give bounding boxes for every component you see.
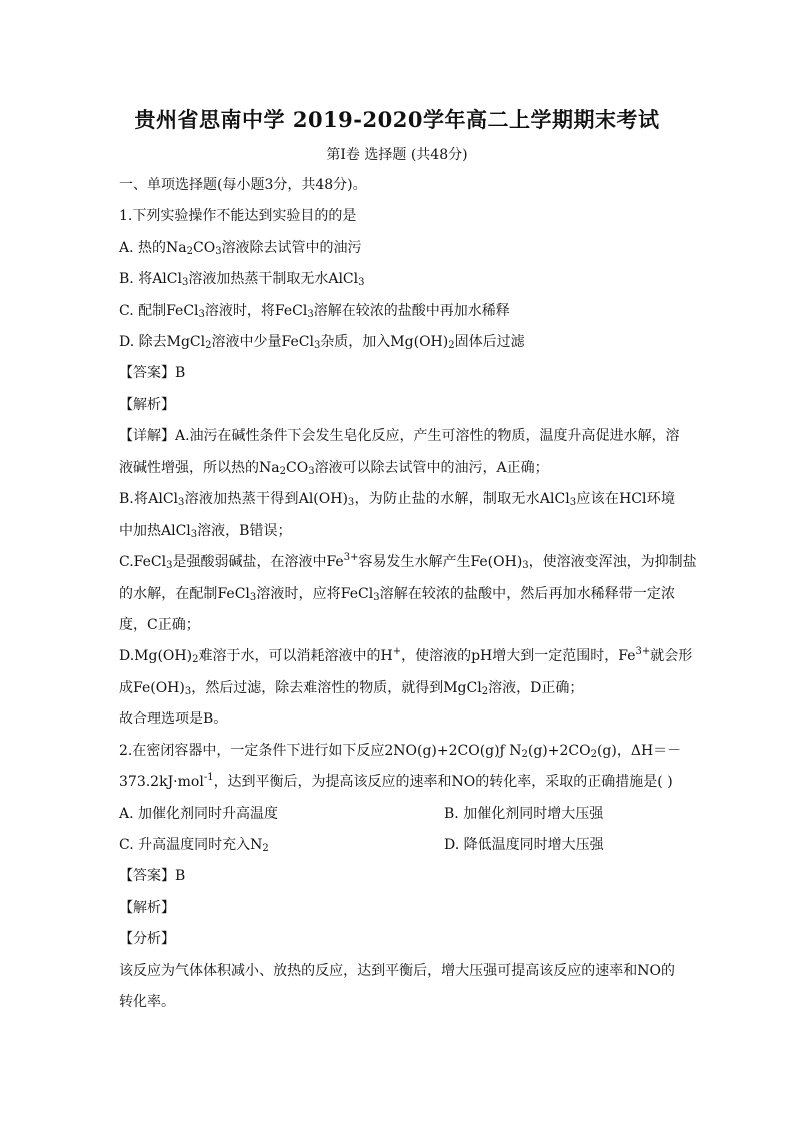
page-subtitle: 第Ⅰ卷 选择题 (共48分) [326,147,468,163]
q2-text-line-2: 转化率。 [119,994,175,1010]
q2-option-d: D. 降低温度同时增大压强 [444,837,604,853]
q1-detail-line-2: 液碱性增强，所以热的$Na_2CO_3$溶液可以除去试管中的油污，A正确； [119,460,549,477]
q2-stem-line-1: 2.在密闭容器中，一定条件下进行如下反应2NO(g)+2CO(g)ƒ $N_2(g)+2CO_2(g)$，ΔH＝－ [119,743,682,760]
q1-detail-line-1: 【详解】A.油污在碱性条件下会发生皂化反应，产生可溶性的物质，温度升高促进水解，溶 [119,428,680,444]
q2-option-c: C. 升高温度同时充入$N_2$ [119,837,269,854]
q2-option-b: B. 加催化剂同时增大压强 [444,806,604,822]
q1-detail-b-line-1: B.将AlCl$_3$溶液加热蒸干得到$Al(OH)_3$，为防止盐的水解，制取无水AlCl$_3$应该在HCl环境 [119,491,676,508]
q1-detail-c-line-3: 度，C正确； [119,617,200,633]
q2-answer: 【答案】B [119,868,186,884]
section-heading: 一、单项选择题(每小题3分，共48分)。 [119,177,367,193]
q1-option-b: B. 将AlCl$_3$溶液加热蒸干制取无水AlCl$_3$ [119,271,365,288]
q1-analysis-label: 【解析】 [119,397,175,413]
q2-text-line-1: 该反应为气体体积减小、放热的反应，达到平衡后，增大压强可提高该反应的速率和NO的 [119,963,675,979]
q1-stem: 1.下列实验操作不能达到实验目的的是 [119,208,357,224]
q1-answer: 【答案】B [119,365,186,381]
q1-detail-c-line-1: C.FeCl$_3$是强酸弱碱盐，在溶液中$Fe^{3+}$容易发生水解产生$Fe(OH)_3$，使溶液变浑浊，为抑制盐 [119,552,697,571]
q1-option-d: D. 除去MgCl$_2$溶液中少量FeCl$_3$杂质，加入$Mg(OH)_2$固体后过滤 [119,334,525,351]
q1-option-a: A. 热的$Na_2CO_3$溶液除去试管中的油污 [119,240,362,257]
q1-detail-b-line-2: 中加热AlCl$_3$溶液，B错误； [119,523,292,540]
q2-analysis-label: 【解析】 [119,900,175,916]
q2-fenxi-label: 【分析】 [119,931,175,947]
q1-detail-d-line-2: 成$Fe(OH)_3$，然后过滤，除去难溶性的物质，就得到MgCl$_2$溶液，D正确； [119,680,584,697]
q1-detail-d-line-1: $D.Mg(OH)_2$难溶于水，可以消耗溶液中的H+，使溶液的pH增大到一定范围时，$Fe^{3+}$就会形 [119,646,693,665]
q2-option-a: A. 加催化剂同时升高温度 [119,806,279,822]
page-title: 贵州省思南中学 2019-2020学年高二上学期期末考试 [134,107,660,132]
q1-conclusion: 故合理选项是B。 [119,711,228,727]
q1-option-c: C. 配制FeCl$_3$溶液时，将FeCl$_3$溶解在较浓的盐酸中再加水稀释 [119,303,510,320]
q2-stem-line-2: 373.2kJ·mol$^{-1}$，达到平衡后，为提高该反应的速率和NO的转化率，采取的正确措施是( ) [119,772,673,790]
q1-detail-c-line-2: 的水解，在配制FeCl$_3$溶液时，应将FeCl$_3$溶解在较浓的盐酸中，然后再加水稀释带一定浓 [119,586,675,603]
